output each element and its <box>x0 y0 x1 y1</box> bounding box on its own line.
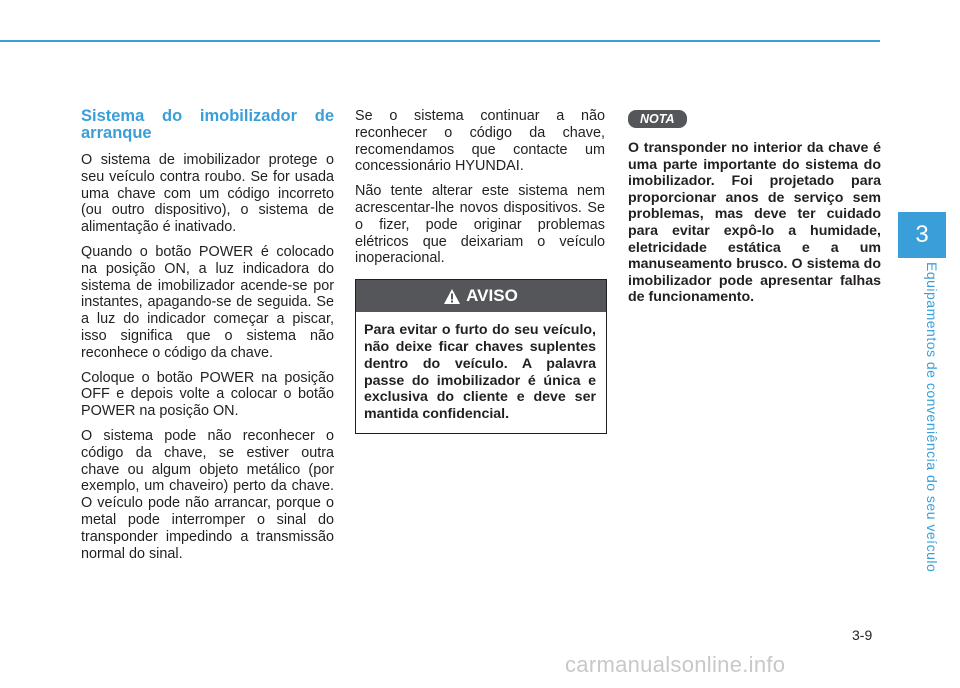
warning-text: Para evitar o furto do seu veículo, não deixe ficar chaves suplentes dentro do veículo. A palavra passe do imobilizador é única e exclusiva do cliente e deve ser mantida confidencial. <box>364 322 596 423</box>
watermark: carmanualsonline.info <box>565 652 786 677</box>
warning-label: AVISO <box>466 285 518 305</box>
chapter-number-tab: 3 <box>898 212 946 258</box>
note-badge: NOTA <box>628 110 687 128</box>
column-2 <box>355 108 605 434</box>
warning-box <box>355 279 607 434</box>
paragraph: Não tente alterar este sistema nem acrescentar-lhe novos dispositivos. Se o fizer, pode originar problemas elétricos que deixariam o veículo inoperacional. <box>355 183 605 267</box>
paragraph: Quando o botão POWER é colocado na posição ON, a luz indicadora do sistema de imobilizador acende-se por instantes, apagando-se de seguida. Se a luz do indicador começar a piscar, isso significa que o sistema não reconhece o código da chave. <box>81 243 334 361</box>
paragraph: O sistema pode não reconhecer o código da chave, se estiver outra chave ou algum objeto metálico (por exemplo, um chaveiro) perto da chave. O veículo pode não arrancar, porque o metal pode interromper o sinal do transponder impedindo a transmissão normal do sinal. <box>81 427 334 562</box>
page-number: 3-9 <box>852 627 873 643</box>
paragraph: Se o sistema continuar a não reconhecer o código da chave, recomendamos que contacte um concessionário HYUNDAI. <box>355 108 605 175</box>
chapter-title: Equipamentos de conveniência do seu veículo <box>924 262 940 573</box>
paragraph: O sistema de imobilizador protege o seu veículo contra roubo. Se for usada uma chave com um código incorreto (ou outro dispositivo), o sistema de alimentação é inativado. <box>81 152 334 236</box>
column-1 <box>81 108 334 570</box>
section-title: Sistema do imobilizador de arranque <box>81 107 334 142</box>
top-rule <box>0 40 880 42</box>
warning-triangle-icon <box>444 289 460 304</box>
paragraph: Coloque o botão POWER na posição OFF e depois volte a colocar o botão POWER na posição ON. <box>81 369 334 420</box>
column-3 <box>628 110 881 314</box>
warning-header <box>356 280 606 312</box>
note-text: O transponder no interior da chave é uma parte importante do sistema do imobilizador. Foi projetado para proporcionar anos de serviço sem problemas, mas deve ter cuidado para evitar expô-lo a humidade, eletricidade estática e a um manuseamento brusco. O sistema do imobilizador pode apresentar falhas de funcionamento. <box>628 140 881 306</box>
